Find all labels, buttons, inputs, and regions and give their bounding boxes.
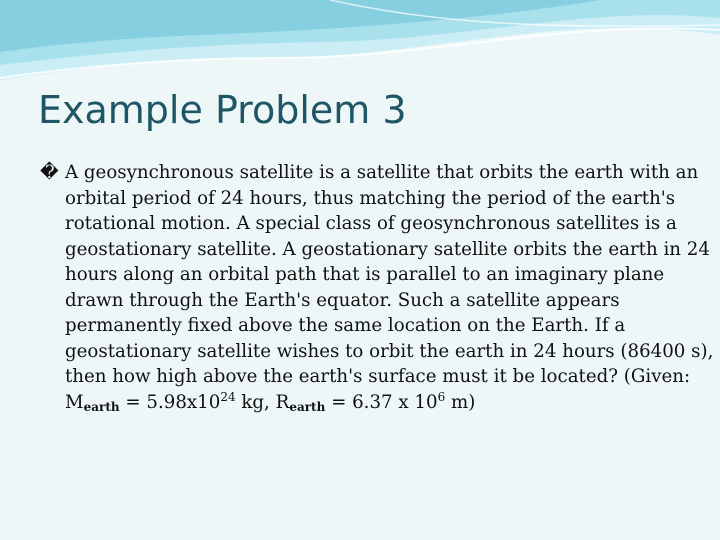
earth-radius-value: = 6.37 x 10 (325, 391, 438, 413)
decorative-wave-banner (0, 0, 720, 90)
exponent-mass: 24 (220, 389, 236, 404)
exponent-radius: 6 (437, 389, 446, 404)
unit-kg-text: kg, R (235, 391, 290, 413)
earth-mass-value: = 5.98x10 (119, 391, 221, 413)
problem-statement: A geosynchronous satellite is a satellite that orbits the earth with an orbital period of 24 hours, thus matching the period of the earth's rotational motion. A special class of geosynchronous satellites is a geostationary satellite. A geostationary satellite orbits the earth in 24 hours along an orbital path that is parallel to an imaginary plane drawn through the Earth's equator. Such a satellite appears permanently fixed above the same location on the Earth. If a geostationary satellite wishes to orbit the earth in 24 hours (86400 s), then how high above the earth's surface must it be located? (Given: M (65, 162, 714, 413)
closing-text: m) (445, 391, 476, 413)
bullet-icon: � (40, 162, 59, 183)
subscript-earth-mass: earth (83, 399, 120, 414)
problem-text (40, 160, 715, 415)
slide-title: Example Problem 3 (38, 88, 407, 132)
subscript-earth-radius: earth (289, 399, 326, 414)
